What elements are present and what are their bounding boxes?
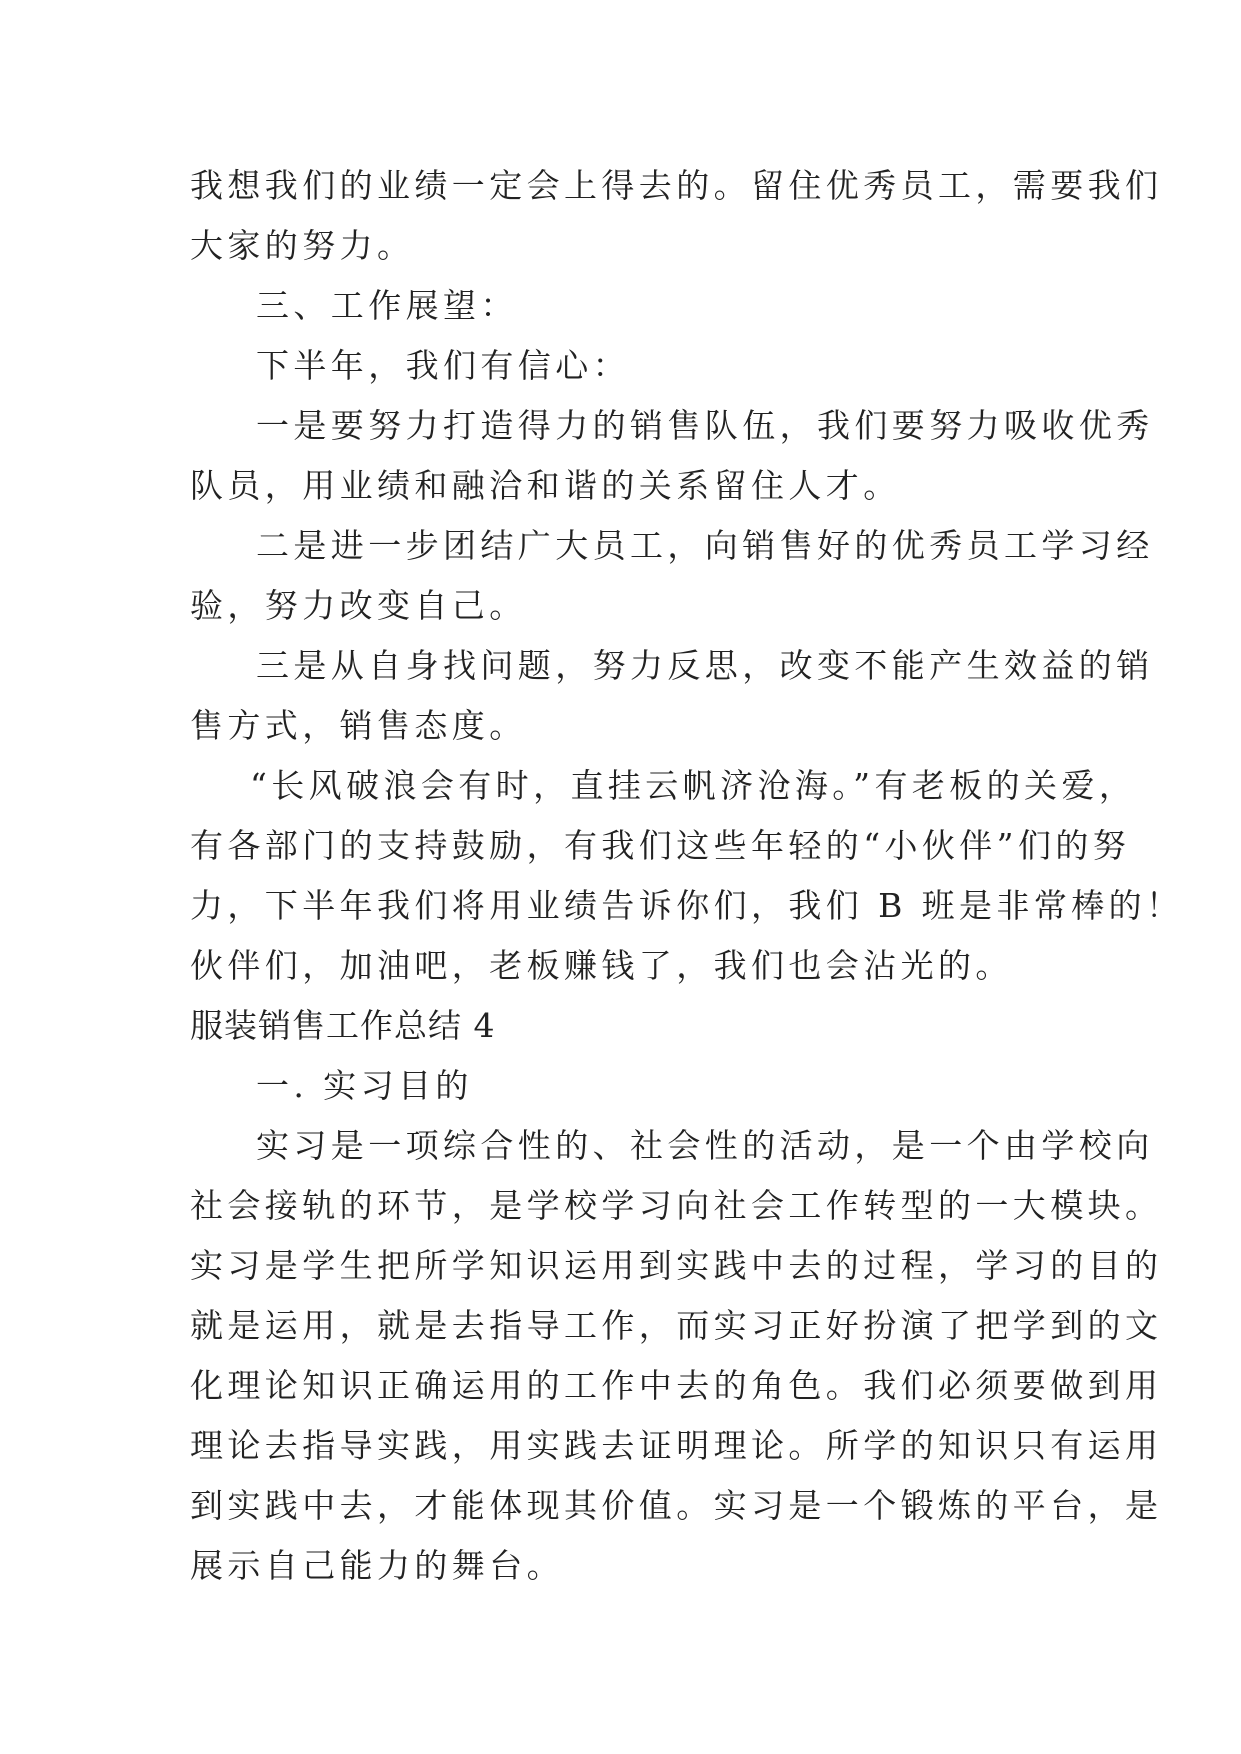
paragraph-line: 实习是一项综合性的、社会性的活动，是一个由学校向 [256,1126,1154,1165]
paragraph-line: 我想我们的业绩一定会上得去的。留住优秀员工，需要我们 [190,166,1163,205]
paragraph-line: 就是运用，就是去指导工作，而实习正好扮演了把学到的文 [190,1306,1163,1345]
paragraph-line: 队员，用业绩和融洽和谐的关系留住人才。 [190,466,901,505]
paragraph-line: 力，下半年我们将用业绩告诉你们，我们 B 班是非常棒的！ [190,886,1184,925]
section-heading: 一. 实习目的 [256,1066,473,1105]
paragraph-line: 展示自己能力的舞台。 [190,1546,564,1585]
paragraph-line: 大家的努力。 [190,226,415,265]
paragraph-line: 售方式，销售态度。 [190,706,527,745]
paragraph-line: 化理论知识正确运用的工作中去的角色。我们必须要做到用 [190,1366,1163,1405]
paragraph-line: 下半年，我们有信心： [256,346,630,385]
paragraph-line: 验，努力改变自己。 [190,586,527,625]
paragraph-line: 有各部门的支持鼓励，有我们这些年轻的“小伙伴”们的努 [190,826,1131,865]
section-heading: 三、工作展望： [256,286,518,325]
document-title: 服装销售工作总结 4 [190,1006,496,1045]
paragraph-line: 一是要努力打造得力的销售队伍，我们要努力吸收优秀 [256,406,1154,445]
paragraph-line: 三是从自身找问题，努力反思，改变不能产生效益的销 [256,646,1154,685]
paragraph-line: 社会接轨的环节，是学校学习向社会工作转型的一大模块。 [190,1186,1163,1225]
paragraph-line: 到实践中去，才能体现其价值。实习是一个锻炼的平台，是 [190,1486,1163,1525]
paragraph-line: 伙伴们，加油吧，老板赚钱了，我们也会沾光的。 [190,946,1013,985]
paragraph-line: 实习是学生把所学知识运用到实践中去的过程，学习的目的 [190,1246,1163,1285]
quote-line: “长风破浪会有时，直挂云帆济沧海。”有老板的关爱， [250,766,1137,805]
paragraph-line: 理论去指导实践，用实践去证明理论。所学的知识只有运用 [190,1426,1163,1465]
paragraph-line: 二是进一步团结广大员工，向销售好的优秀员工学习经 [256,526,1154,565]
